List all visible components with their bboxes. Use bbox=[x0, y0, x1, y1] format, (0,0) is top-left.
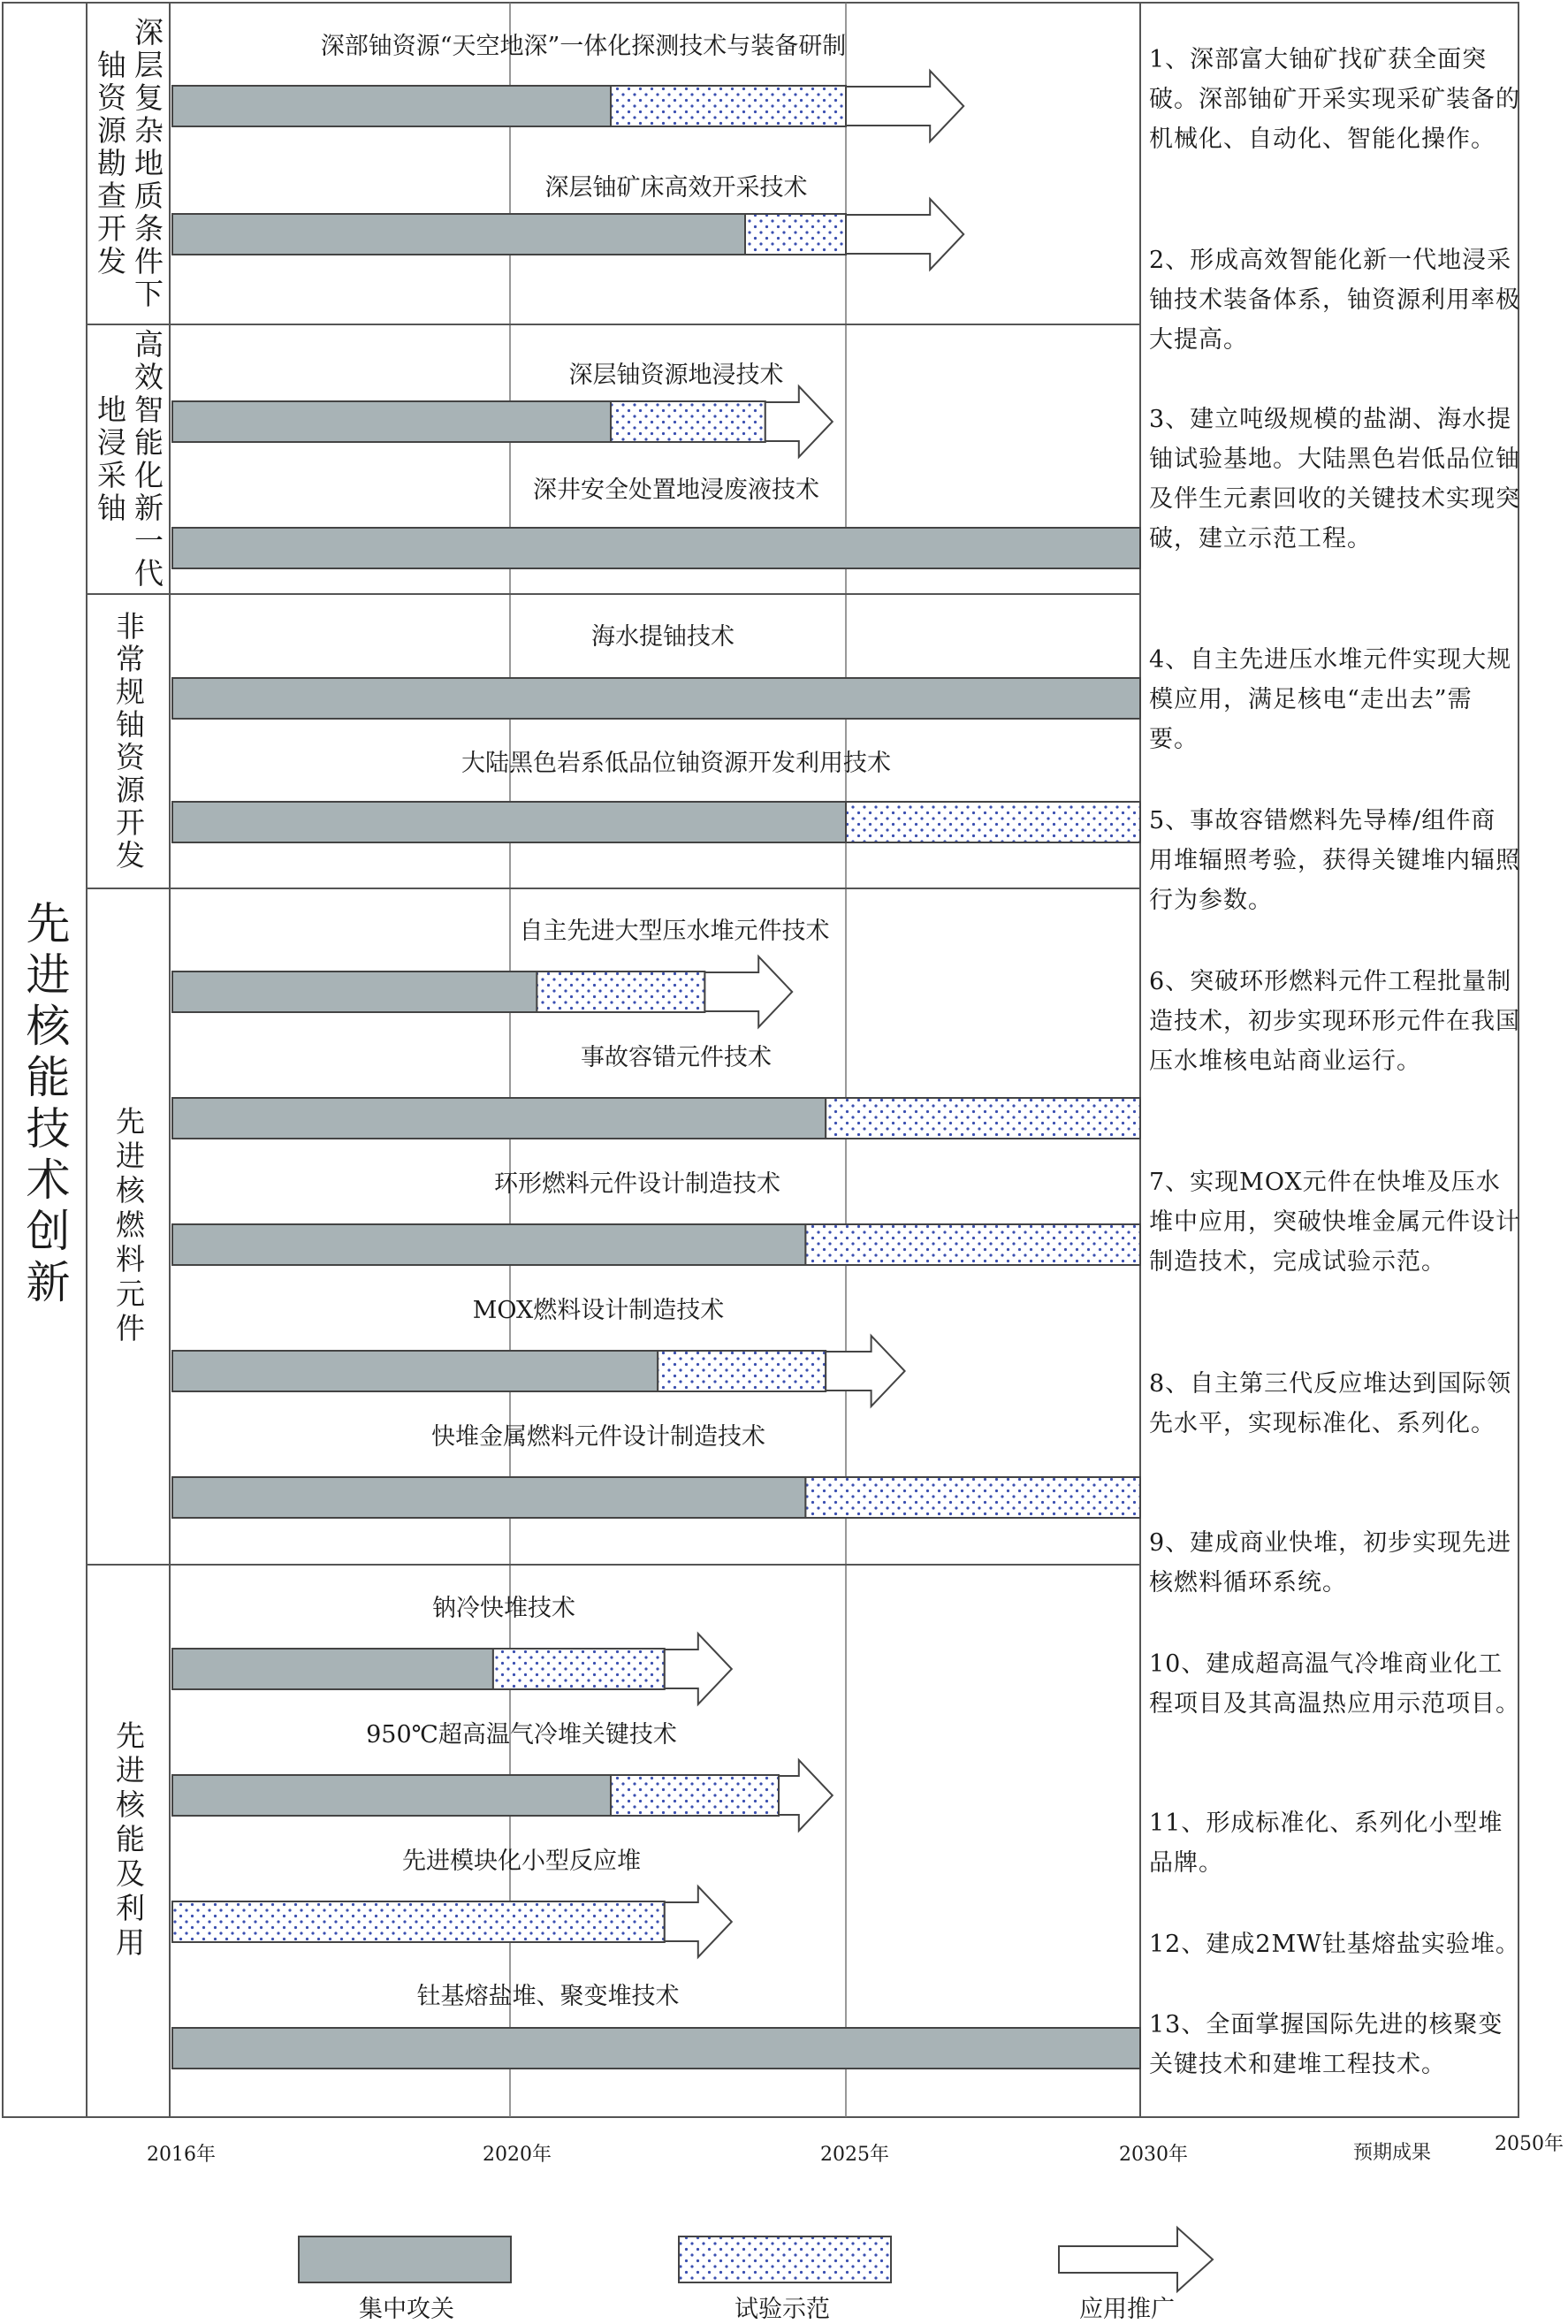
outcome-item: 12、建成2MW钍基熔盐实验堆。 bbox=[1149, 1931, 1520, 1958]
group-label-uranium-exploration bbox=[87, 3, 170, 324]
tech-label: 钠冷快堆技术 bbox=[432, 1595, 575, 1622]
tech-label: MOX燃料设计制造技术 bbox=[472, 1297, 725, 1324]
demo-bar bbox=[805, 1477, 1140, 1518]
focus-bar bbox=[172, 1477, 805, 1518]
promo-arrow bbox=[665, 1634, 732, 1704]
outcome-item: 2、形成高效智能化新一代地浸采铀技术装备体系，铀资源利用率极大提高。 bbox=[1149, 247, 1520, 354]
focus-bar bbox=[172, 678, 1140, 719]
outcome-item: 9、建成商业快堆，初步实现先进核燃料循环系统。 bbox=[1149, 1529, 1512, 1596]
outcome-item: 11、形成标准化、系列化小型堆品牌。 bbox=[1149, 1810, 1503, 1877]
legend-focus-swatch bbox=[299, 2236, 511, 2282]
demo-bar bbox=[611, 86, 846, 126]
outcome-item: 4、自主先进压水堆元件实现大规模应用，满足核电“走出去”需要。 bbox=[1149, 646, 1512, 753]
demo-bar bbox=[846, 802, 1140, 842]
group-label-text-2: 高效智能化新一代地浸采铀 bbox=[93, 328, 164, 591]
group-label-insitu-leaching bbox=[87, 324, 170, 594]
group-label-text-5: 先进核能及利用 bbox=[111, 1720, 146, 1962]
promo-arrow bbox=[846, 71, 963, 141]
outcome-item: 7、实现MOX元件在快堆及压水堆中应用，突破快堆金属元件设计制造技术，完成试验示范。 bbox=[1149, 1169, 1520, 1276]
legend-promo-arrow bbox=[1059, 2228, 1213, 2291]
tech-label: 环形燃料元件设计制造技术 bbox=[494, 1170, 780, 1198]
focus-bar bbox=[172, 1351, 658, 1391]
demo-bar bbox=[611, 401, 765, 442]
promo-arrow bbox=[765, 386, 833, 457]
promo-arrow bbox=[665, 1886, 732, 1957]
demo-bar bbox=[537, 972, 704, 1012]
focus-bar bbox=[172, 528, 1140, 568]
outcome-item: 10、建成超高温气冷堆商业化工程项目及其高温热应用示范项目。 bbox=[1149, 1650, 1520, 1718]
legend-demo-label: 试验示范 bbox=[735, 2296, 830, 2323]
focus-bar bbox=[172, 802, 846, 842]
group-label-text-3: 非常规铀资源开发 bbox=[111, 610, 146, 872]
outcome-item: 8、自主第三代反应堆达到国际领先水平，实现标准化、系列化。 bbox=[1149, 1370, 1512, 1437]
outcome-item: 1、深部富大铀矿找矿获全面突破。深部铀矿开采实现采矿装备的机械化、自动化、智能化操作。 bbox=[1149, 46, 1520, 153]
demo-bar bbox=[493, 1649, 665, 1689]
group-label-text-1: 深层复杂地质条件下铀资源勘查开发 bbox=[93, 16, 164, 311]
tech-label: 深部铀资源“天空地深”一体化探测技术与装备研制 bbox=[320, 33, 847, 60]
outcome-item: 6、突破环形燃料元件工程批量制造技术，初步实现环形元件在我国压水堆核电站商业运行。 bbox=[1149, 968, 1520, 1075]
focus-bar bbox=[172, 214, 745, 255]
demo-bar bbox=[805, 1224, 1140, 1265]
outcome-item: 3、建立吨级规模的盐湖、海水提铀试验基地。大陆黑色岩低品位铀及伴生元素回收的关键技术实现突破，建立示范工程。 bbox=[1149, 406, 1520, 552]
focus-bar bbox=[172, 1098, 826, 1139]
demo-bar bbox=[745, 214, 846, 255]
axis-label-2020: 2020年 bbox=[483, 2144, 552, 2166]
promo-arrow bbox=[826, 1336, 904, 1406]
focus-bar bbox=[172, 972, 537, 1012]
tech-label: 大陆黑色岩系低品位铀资源开发利用技术 bbox=[461, 750, 891, 777]
focus-bar bbox=[172, 86, 611, 126]
legend-focus-label: 集中攻关 bbox=[359, 2296, 454, 2323]
tech-label: 自主先进大型压水堆元件技术 bbox=[519, 918, 830, 945]
focus-bar bbox=[172, 2028, 1140, 2069]
tech-label: 950℃超高温气冷堆关键技术 bbox=[366, 1721, 677, 1749]
axis-label-2025: 2025年 bbox=[820, 2144, 889, 2166]
demo-bar bbox=[658, 1351, 826, 1391]
tech-label: 深层铀矿床高效开采技术 bbox=[544, 174, 808, 202]
focus-bar bbox=[172, 1224, 805, 1265]
tech-label: 先进模块化小型反应堆 bbox=[402, 1848, 641, 1875]
legend-promo-label: 应用推广 bbox=[1079, 2296, 1175, 2323]
group-label-unconventional bbox=[87, 594, 170, 888]
group-label-text-4: 先进核燃料元件 bbox=[111, 1106, 146, 1347]
focus-bar bbox=[172, 1649, 493, 1689]
tech-label: 事故容错元件技术 bbox=[581, 1044, 772, 1071]
tech-label: 深井安全处置地浸废液技术 bbox=[533, 476, 819, 504]
demo-bar bbox=[826, 1098, 1140, 1139]
promo-arrow bbox=[846, 199, 963, 270]
tech-label: 海水提铀技术 bbox=[591, 623, 735, 651]
axis-label-2016: 2016年 bbox=[147, 2144, 216, 2166]
outcome-item: 13、全面掌握国际先进的核聚变关键技术和建堆工程技术。 bbox=[1149, 2011, 1503, 2078]
group-label-advanced-nuclear bbox=[87, 1565, 170, 2117]
promo-arrow bbox=[704, 956, 792, 1027]
tech-label: 快堆金属燃料元件设计制造技术 bbox=[431, 1423, 765, 1451]
tech-label: 深层铀资源地浸技术 bbox=[568, 362, 784, 389]
axis-label-outcomes: 预期成果 bbox=[1352, 2142, 1432, 2164]
axis-label-2030: 2030年 bbox=[1119, 2144, 1188, 2166]
axis-label-2050: 2050年 bbox=[1495, 2133, 1564, 2155]
legend-demo-swatch bbox=[679, 2236, 891, 2282]
demo-bar bbox=[611, 1775, 779, 1816]
focus-bar bbox=[172, 1775, 611, 1816]
tech-label: 钍基熔盐堆、聚变堆技术 bbox=[416, 1983, 680, 2010]
promo-arrow bbox=[779, 1760, 833, 1831]
group-label-fuel-elements bbox=[87, 888, 170, 1565]
main-label bbox=[3, 884, 87, 1326]
demo-bar bbox=[172, 1901, 665, 1942]
outcome-item: 5、事故容错燃料先导棒/组件商用堆辐照考验，获得关键堆内辐照行为参数。 bbox=[1149, 807, 1520, 914]
focus-bar bbox=[172, 401, 611, 442]
main-label-text: 先进核能技术创新 bbox=[19, 900, 71, 1310]
